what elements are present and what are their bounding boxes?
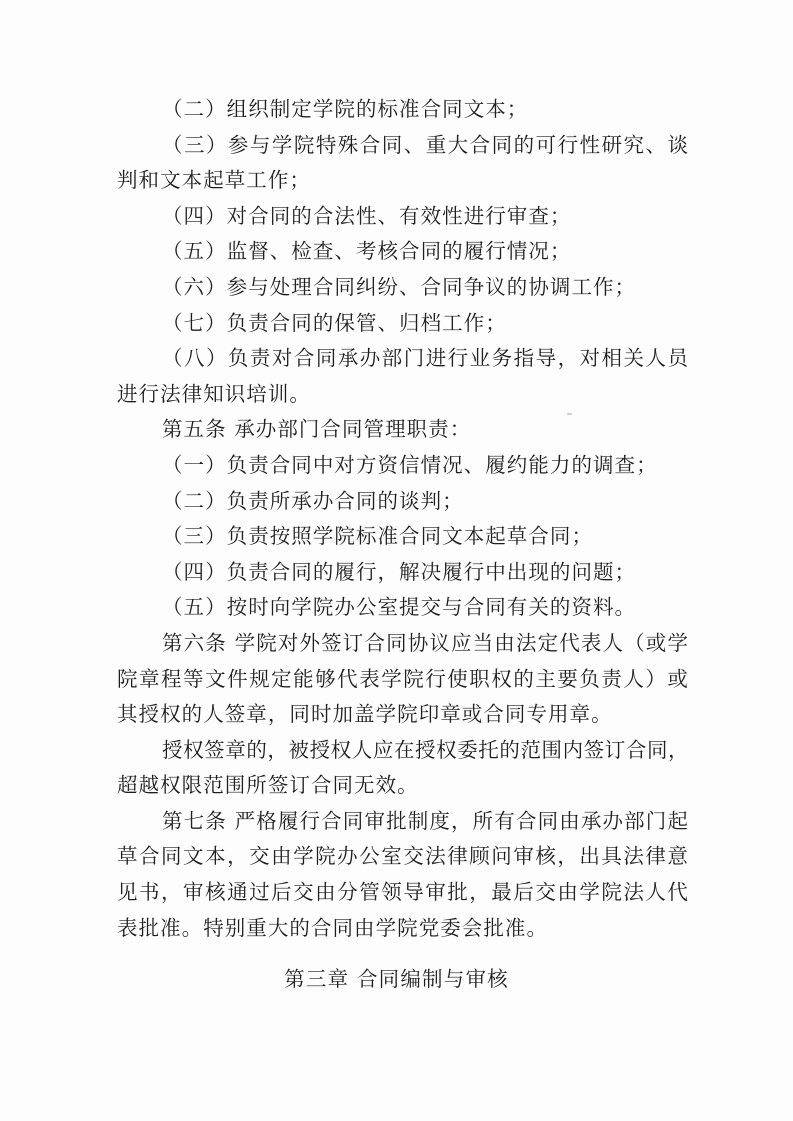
text-line: 授权签章的，被授权人应在授权委托的范围内签订合同， [162,737,689,762]
text-line: （六）参与处理合同纠纷、合同争议的协调工作； [162,274,637,299]
text-line: （二）组织制定学院的标准合同文本； [162,97,529,121]
document-body [117,92,689,946]
text-line: 草合同文本，交由学院办公室交法律顾问审核，出具法律意 [117,844,689,869]
text-line: （五）监督、检查、考核合同的履行情况； [162,239,572,264]
text-line: 超越权限范围所签订合同无效。 [117,773,419,798]
text-line: 表批准。特别重大的合同由学院党委会批准。 [117,915,548,940]
text-line: 其授权的人签章，同时加盖学院印章或合同专用章。 [117,702,613,727]
text-line: 进行法律知识培训。 [117,381,311,406]
text-line: （五）按时向学院办公室提交与合同有关的资料。 [162,595,637,620]
article-7-line: 第七条 严格履行合同审批制度，所有合同由承办部门起 [162,808,689,833]
text-line: 判和文本起草工作； [117,168,311,193]
text-line: （七）负责合同的保管、归档工作； [162,310,507,335]
text-line: （四）对合同的合法性、有效性进行审查； [162,203,572,228]
text-line: 院章程等文件规定能够代表学院行使职权的主要负责人）或 [117,666,689,691]
text-line: 见书，审核通过后交由分管领导审批，最后交由学院法人代 [117,880,689,905]
text-line: （三）负责按照学院标准合同文本起草合同； [162,524,593,549]
article-6-line: 第六条 学院对外签订合同协议应当由法定代表人（或学 [162,630,689,655]
text-line: （二）负责所承办合同的谈判； [162,488,464,513]
text-line: （八）负责对合同承办部门进行业务指导，对相关人员 [162,346,689,371]
text-line: （四）负责合同的履行，解决履行中出现的问题； [162,559,637,584]
text-line: （三）参与学院特殊合同、重大合同的可行性研究、谈 [162,132,689,157]
chapter-heading: 第三章 合同编制与审核 [284,967,509,991]
scan-speck [567,413,572,415]
article-5-heading: 第五条 承办部门合同管理职责： [162,417,472,442]
text-line: （一）负责合同中对方资信情况、履约能力的调查； [162,452,658,477]
